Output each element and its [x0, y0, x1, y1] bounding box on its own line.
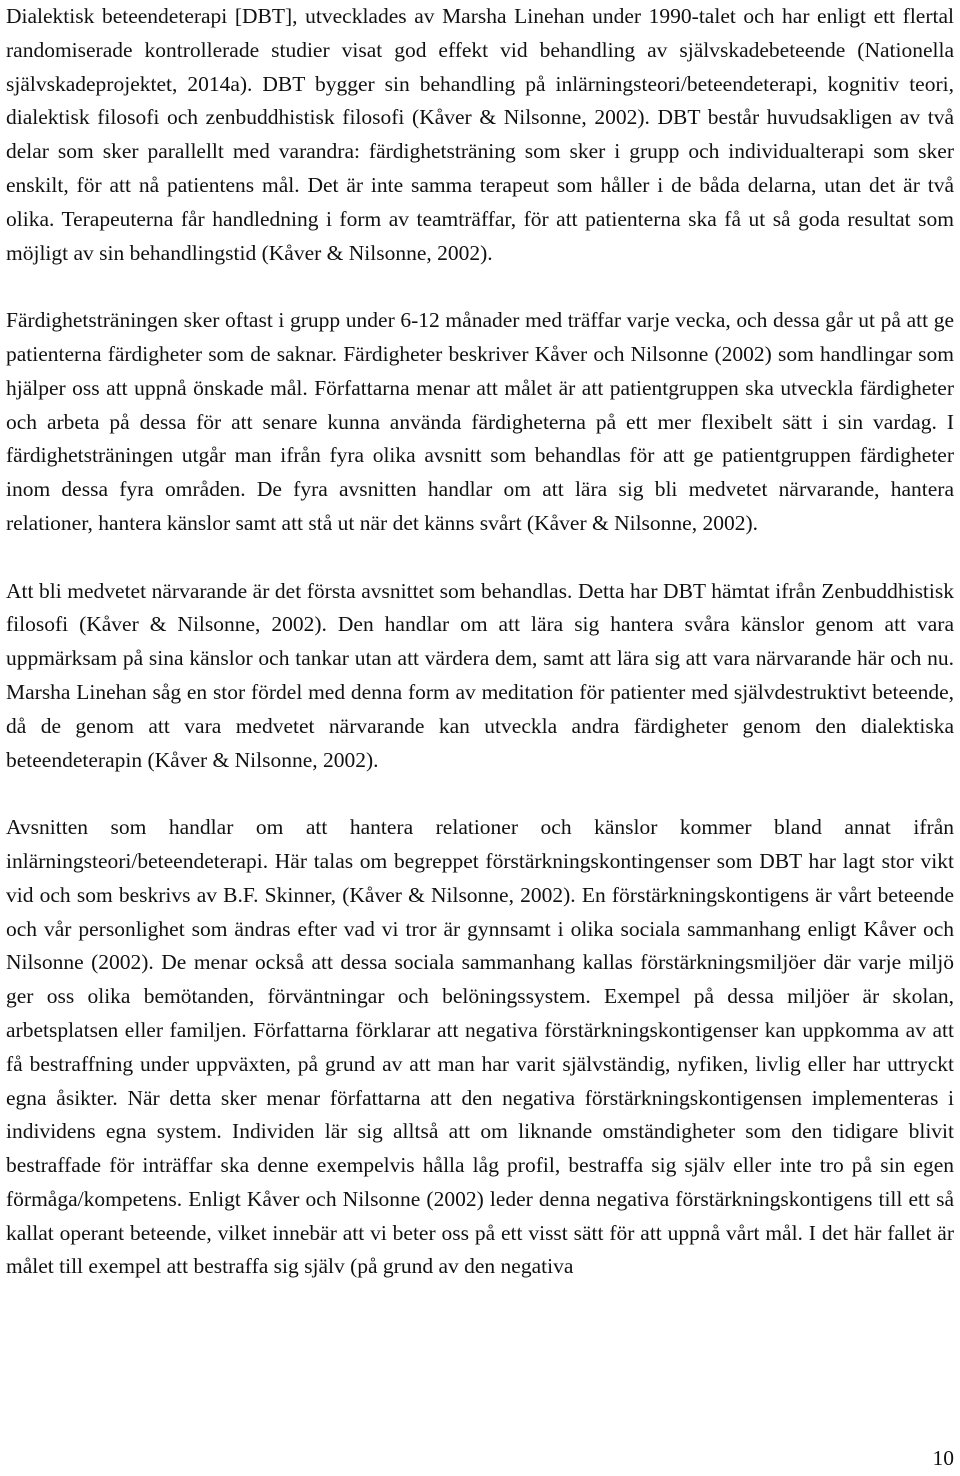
paragraph-dbt-introduction: Dialektisk beteendeterapi [DBT], utvecklades av Marsha Linehan under 1990-talet och har enligt ett flertal randomiserade kontrollerade studier visat god effekt vid behandling av självskadebeteende (Nationella självskadeprojektet, 2014a). DBT bygger sin behandling på inlärningsteori/beteendeterapi, kognitiv teori, dialektisk filosofi och zenbuddhistisk filosofi (Kåver & Nilsonne, 2002). DBT består huvudsakligen av två delar som sker parallellt med varandra: färdighetsträning som sker i grupp och individualterapi som sker enskilt, för att nå patientens mål. Det är inte samma terapeut som håller i de båda delarna, utan det är två olika. Terapeuterna får handledning i form av teamträffar, för att patienterna ska få ut så goda resultat som möjligt av sin behandlingstid (Kåver & Nilsonne, 2002).: [6, 4, 954, 265]
paragraph-reinforcement-contingencies: Avsnitten som handlar om att hantera relationer och känslor kommer bland annat ifrån inlärningsteori/beteendeterapi. Här talas om begreppet förstärkningskontingenser som DBT har lagt stor vikt vid och som beskrivs av B.F. Skinner, (Kåver & Nilsonne, 2002). En förstärkningskontigens är vårt beteende och vår personlighet som ändras efter vad vi tror är gynnsamt i olika sociala sammanhang enligt Kåver och Nilsonne (2002). De menar också att dessa sociala sammanhang kallas förstärkningsmiljöer där varje miljö ger oss olika bemötanden, förväntningar och belöningssystem. Exempel på dessa miljöer är skolan, arbetsplatsen eller familjen. Författarna förklarar att negativa förstärkningskontigenser kan uppkomma av att få bestraffning under uppväxten, på grund av att man har varit självständig, nyfiken, livlig eller har uttryckt egna åsikter. När detta sker menar författarna att den negativa förstärkningskontigensen implementeras i individens egna system. Individen lär sig alltså att om liknande omständigheter som den tidigare blivit bestraffade för inträffar ska denne exempelvis hålla låg profil, bestraffa sig själv eller inte tro på sin egen förmåga/kompetens. Enligt Kåver och Nilsonne (2002) leder denna negativa förstärkningskontigens till ett så kallat operant beteende, vilket innebär att vi beter oss på ett visst sätt för att uppnå vårt mål. I det här fallet är målet till exempel att bestraffa sig själv (på grund av den negativa: [6, 815, 954, 1279]
paragraph-skills-training: Färdighetsträningen sker oftast i grupp under 6-12 månader med träffar varje vecka, och dessa går ut på att ge patienterna färdigheter som de saknar. Färdigheter beskriver Kåver och Nilsonne (2002) som handlingar som hjälper oss att uppnå önskade mål. Författarna menar att målet är att patientgruppen ska utveckla färdigheter och arbeta på dessa för att senare kunna använda färdigheterna på ett mer flexibelt sätt i sin vardag. I färdighetsträningen utgår man ifrån fyra olika avsnitt som behandlas för att ge patientgruppen färdigheter inom dessa fyra områden. De fyra avsnitten handlar om att lära sig bli medvetet närvarande, hantera relationer, hantera känslor samt att stå ut när det känns svårt (Kåver & Nilsonne, 2002).: [6, 308, 954, 535]
document-page: [6, 0, 954, 1284]
page-number: 10: [932, 1446, 954, 1470]
paragraph-mindfulness: Att bli medvetet närvarande är det första avsnittet som behandlas. Detta har DBT hämtat ifrån Zenbuddhistisk filosofi (Kåver & Nilsonne, 2002). Den handlar om att lära sig hantera svåra känslor genom att vara uppmärksam på sina känslor och tankar utan att värdera dem, samt att lära sig att vara närvarande här och nu. Marsha Linehan såg en stor fördel med denna form av meditation för patienter med självdestruktivt beteende, då de genom att vara medvetet närvarande kan utveckla andra färdigheter genom den dialektiska beteendeterapin (Kåver & Nilsonne, 2002).: [6, 578, 954, 772]
